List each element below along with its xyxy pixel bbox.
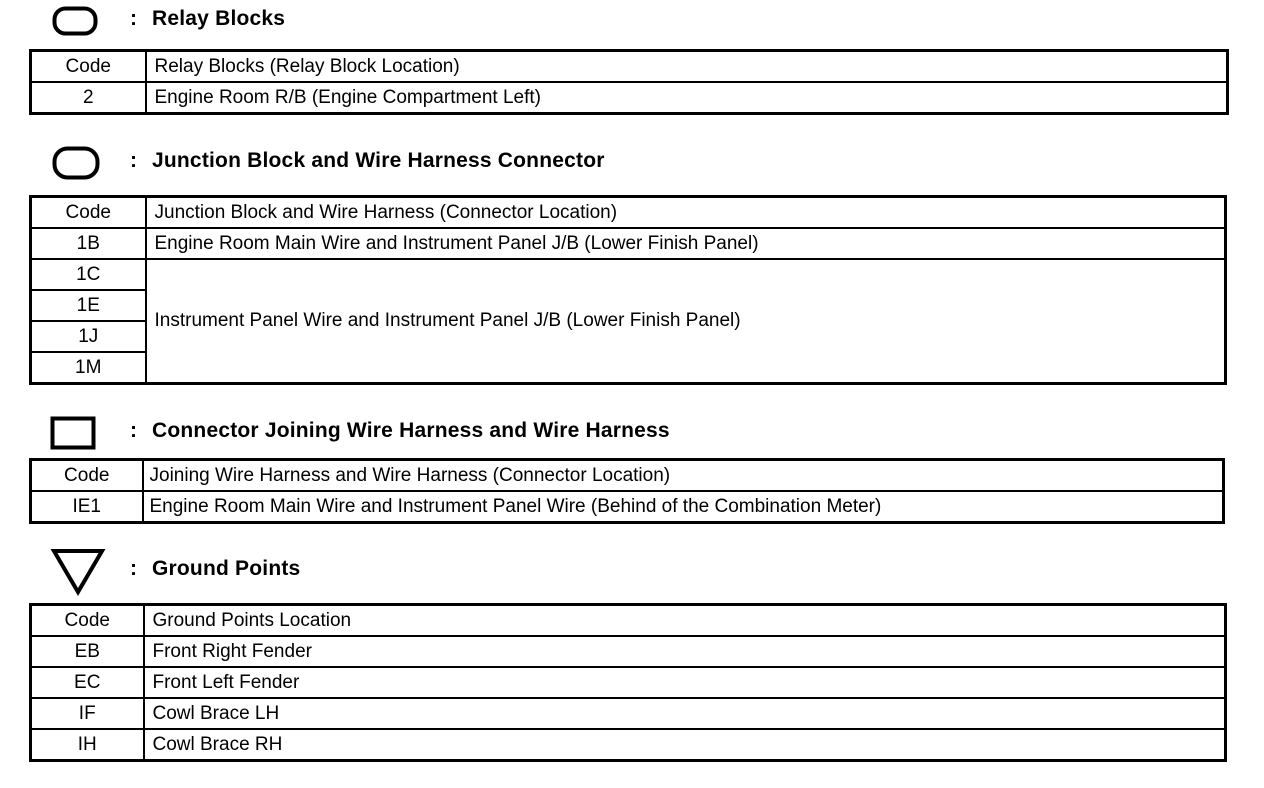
- code-cell: IF: [31, 698, 144, 729]
- location-cell: Cowl Brace LH: [144, 698, 1226, 729]
- location-header: Junction Block and Wire Harness (Connector Location): [146, 197, 1226, 229]
- relay-section-title: Relay Blocks: [152, 7, 286, 30]
- table-header-row: [31, 605, 1226, 637]
- connector-icon: [50, 416, 96, 450]
- table-header-row: [31, 51, 1228, 83]
- ground-point-icon: [50, 548, 106, 596]
- code-cell: 1E: [31, 290, 146, 321]
- relay-table: [29, 49, 1229, 115]
- code-cell: 1C: [31, 259, 146, 290]
- code-cell: EC: [31, 667, 144, 698]
- location-cell: Engine Room Main Wire and Instrument Panel J/B (Lower Finish Panel): [146, 228, 1226, 259]
- ground-colon: :: [130, 557, 137, 580]
- code-cell: 1J: [31, 321, 146, 352]
- code-cell: IE1: [31, 491, 143, 523]
- table-row: [31, 228, 1226, 259]
- table-row: [31, 729, 1226, 761]
- location-header: Relay Blocks (Relay Block Location): [146, 51, 1228, 83]
- code-cell: IH: [31, 729, 144, 761]
- location-cell: Cowl Brace RH: [144, 729, 1226, 761]
- ground-section-title: Ground Points: [152, 557, 301, 580]
- table-row: [31, 259, 1226, 290]
- relay-colon: :: [130, 7, 137, 30]
- junction-block-icon: [52, 146, 100, 180]
- connector-colon: :: [130, 419, 137, 442]
- code-cell: 2: [31, 82, 146, 114]
- connector-table: [29, 458, 1225, 524]
- code-header: Code: [31, 197, 146, 229]
- code-cell: 1B: [31, 228, 146, 259]
- table-header-row: [31, 460, 1224, 492]
- table-row: [31, 636, 1226, 667]
- ground-table: [29, 603, 1227, 762]
- code-cell: EB: [31, 636, 144, 667]
- table-row: [31, 667, 1226, 698]
- table-row: [31, 698, 1226, 729]
- relay-block-icon: [52, 6, 98, 36]
- connector-section-title: Connector Joining Wire Harness and Wire Harness: [152, 419, 670, 442]
- code-header: Code: [31, 460, 143, 492]
- code-cell: 1M: [31, 352, 146, 384]
- location-cell: Instrument Panel Wire and Instrument Panel J/B (Lower Finish Panel): [146, 259, 1226, 384]
- junction-section-title: Junction Block and Wire Harness Connector: [152, 149, 605, 172]
- location-header: Ground Points Location: [144, 605, 1226, 637]
- table-row: [31, 82, 1228, 114]
- table-header-row: [31, 197, 1226, 229]
- code-header: Code: [31, 605, 144, 637]
- junction-colon: :: [130, 149, 137, 172]
- location-cell: Engine Room R/B (Engine Compartment Left): [146, 82, 1228, 114]
- location-cell: Front Right Fender: [144, 636, 1226, 667]
- table-row: [31, 491, 1224, 523]
- code-header: Code: [31, 51, 146, 83]
- location-cell: Front Left Fender: [144, 667, 1226, 698]
- location-header: Joining Wire Harness and Wire Harness (Connector Location): [143, 460, 1224, 492]
- junction-table: [29, 195, 1227, 385]
- location-cell: Engine Room Main Wire and Instrument Panel Wire (Behind of the Combination Meter): [143, 491, 1224, 523]
